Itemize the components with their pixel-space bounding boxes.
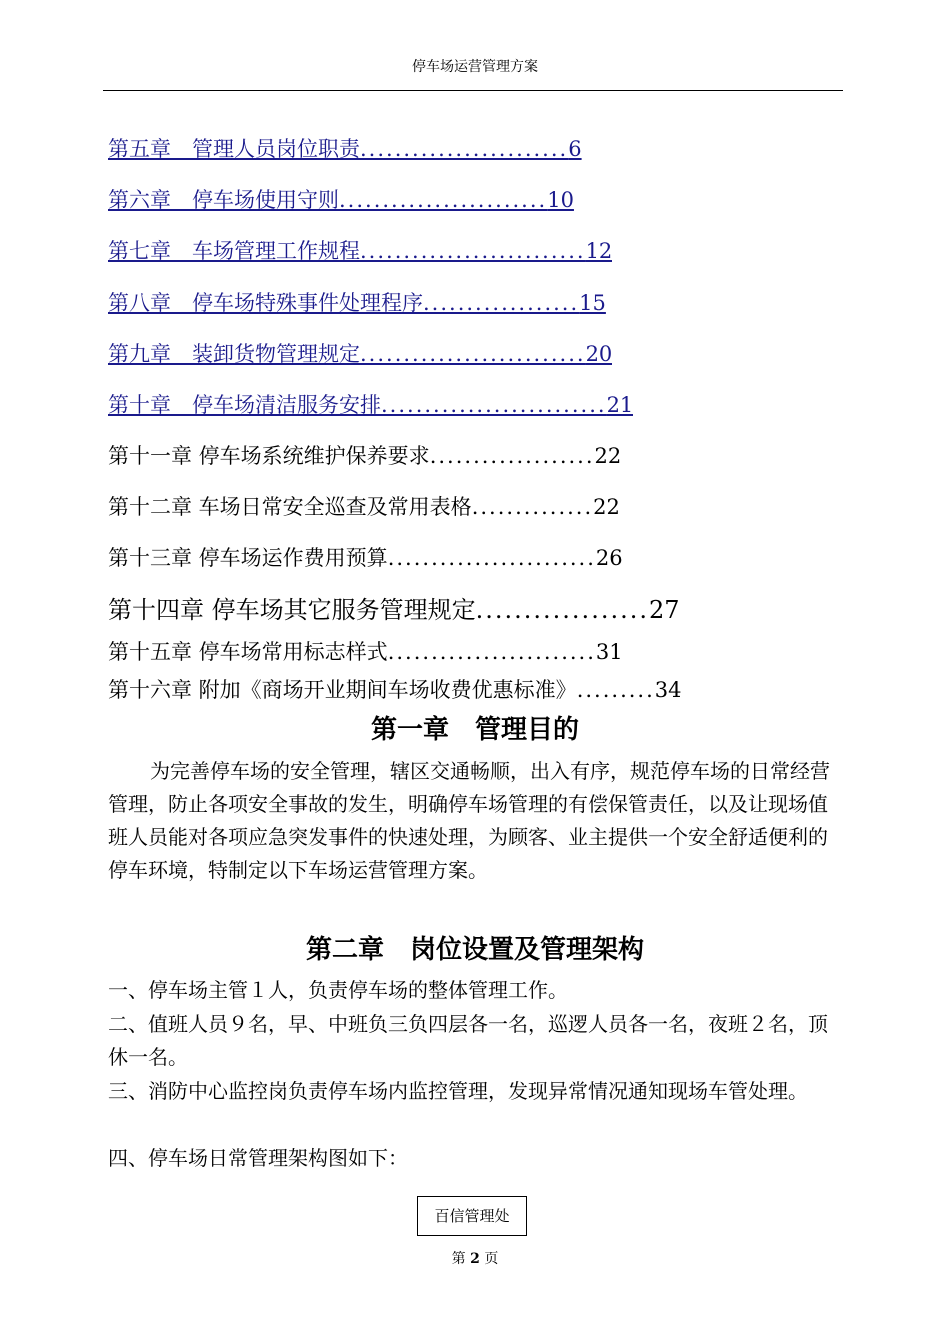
toc-entry-leader: ........................ xyxy=(387,546,596,570)
toc-entry-chapter-13 xyxy=(108,543,623,573)
toc-entry-chapter-6[interactable] xyxy=(108,185,574,215)
page-footer xyxy=(0,1248,950,1268)
toc-entry-page: 21 xyxy=(606,393,634,417)
toc-entry-leader: ......... xyxy=(576,678,655,702)
toc-entry-leader: ........................ xyxy=(360,137,569,161)
toc-entry-title: 第十六章 附加《商场开业期间车场收费优惠标准》 xyxy=(108,678,577,702)
toc-entry-leader: .......................... xyxy=(381,393,607,417)
toc-entry-title: 第十三章 停车场运作费用预算 xyxy=(108,546,388,570)
toc-entry-leader: .................. xyxy=(475,596,649,624)
toc-entry-page: 22 xyxy=(593,495,620,519)
footer-prefix: 第 xyxy=(451,1251,466,1267)
toc-entry-chapter-9[interactable] xyxy=(108,339,612,369)
toc-entry-chapter-5[interactable] xyxy=(108,134,582,164)
toc-entry-title: 第八章 停车场特殊事件处理程序 xyxy=(108,291,423,315)
toc-entry-chapter-12 xyxy=(108,492,620,522)
toc-entry-title: 第十章 停车场清洁服务安排 xyxy=(108,393,381,417)
toc-entry-leader: .................. xyxy=(423,291,580,315)
toc-entry-page: 22 xyxy=(594,444,622,468)
toc-entry-page: 10 xyxy=(547,188,574,212)
toc-entry-title: 第九章 装卸货物管理规定 xyxy=(108,342,360,366)
toc-entry-chapter-14 xyxy=(108,595,680,625)
toc-entry-page: 12 xyxy=(585,239,613,263)
chapter-2-heading: 第二章 岗位设置及管理架构 xyxy=(305,935,644,965)
toc-entry-chapter-10[interactable] xyxy=(108,390,633,420)
toc-entry-page: 31 xyxy=(595,640,623,664)
toc-entry-title: 第五章 管理人员岗位职责 xyxy=(108,137,360,161)
chapter-1-heading: 第一章 管理目的 xyxy=(370,715,579,745)
toc-entry-page: 34 xyxy=(654,678,682,702)
toc-entry-title: 第十五章 停车场常用标志样式 xyxy=(108,640,388,664)
toc-entry-chapter-8[interactable] xyxy=(108,288,606,318)
footer-page-number: 2 xyxy=(470,1251,480,1267)
toc-entry-leader: ........................ xyxy=(339,188,548,212)
toc-entry-leader: ........................ xyxy=(387,640,596,664)
chapter-2-item-1: 一、停车场主管１人，负责停车场的整体管理工作。 xyxy=(108,978,568,1002)
chapter-1-paragraph: 为完善停车场的安全管理，辖区交通畅顺，出入有序，规范停车场的日常经营管理，防止各项安全事故的发生，明确停车场管理的有偿保管责任，以及让现场值班人员能对各项应急突发事件的快速处理，为顾客、业主提供一个安全舒适便利的停车环境，特制定以下车场运营管理方案。 xyxy=(108,759,830,882)
toc-entry-chapter-16 xyxy=(108,675,682,705)
toc-entry-title: 第六章 停车场使用守则 xyxy=(108,188,339,212)
toc-entry-page: 20 xyxy=(585,342,613,366)
toc-entry-page: 26 xyxy=(595,546,623,570)
org-chart-top-box: 百信管理处 xyxy=(417,1196,527,1236)
toc-entry-title: 第七章 车场管理工作规程 xyxy=(108,239,360,263)
toc-entry-leader: .............. xyxy=(471,495,594,519)
toc-entry-page: 6 xyxy=(568,137,582,161)
chapter-2-item-2: 二、值班人员９名，早、中班负三负四层各一名，巡逻人员各一名，夜班２名，顶休一名。 xyxy=(108,1012,828,1069)
toc-entry-chapter-11 xyxy=(108,441,621,471)
toc-entry-page: 27 xyxy=(648,596,680,624)
toc-entry-leader: ................... xyxy=(429,444,595,468)
page-header: 停车场运营管理方案 xyxy=(412,59,538,75)
toc-entry-title: 第十二章 车场日常安全巡查及常用表格 xyxy=(108,495,472,519)
footer-suffix: 页 xyxy=(484,1251,499,1267)
toc-entry-chapter-7[interactable] xyxy=(108,236,612,266)
toc-entry-page: 15 xyxy=(579,291,606,315)
toc-entry-title: 第十四章 停车场其它服务管理规定 xyxy=(108,596,476,624)
toc-entry-leader: .......................... xyxy=(360,239,586,263)
toc-entry-title: 第十一章 停车场系统维护保养要求 xyxy=(108,444,430,468)
toc-entry-chapter-15 xyxy=(108,637,623,667)
chapter-2-item-3: 三、消防中心监控岗负责停车场内监控管理，发现异常情况通知现场车管处理。 xyxy=(108,1079,808,1103)
toc-entry-leader: .......................... xyxy=(360,342,586,366)
header-divider xyxy=(103,90,843,91)
chapter-2-item-4: 四、停车场日常管理架构图如下： xyxy=(108,1146,408,1170)
